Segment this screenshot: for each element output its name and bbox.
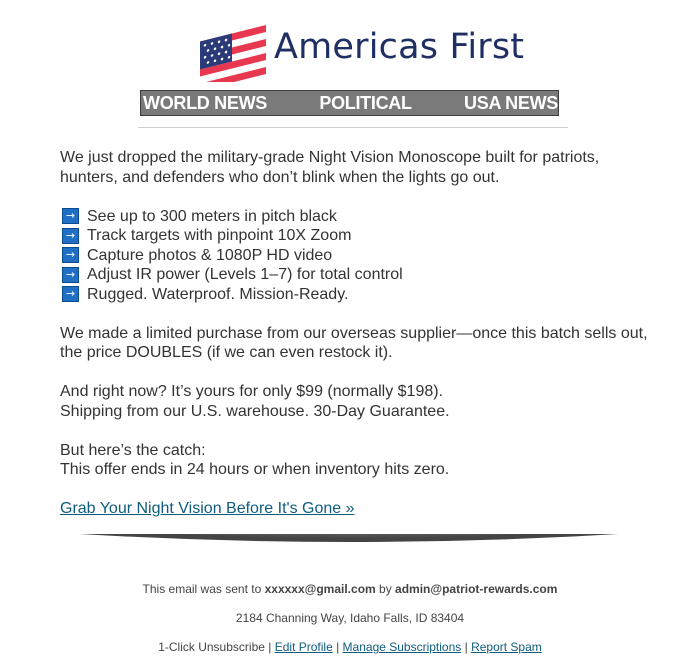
link-separator: |: [264, 640, 275, 654]
intro-paragraph: We just dropped the military-grade Night Vision Monoscope built for patriots, hunters, and defenders who don’t blink when the lights go out.: [60, 149, 600, 186]
email-body: [60, 148, 650, 519]
email-header: [0, 0, 700, 90]
feature-text: Rugged. Waterproof. Mission-Ready.: [87, 285, 349, 303]
recipient-email: xxxxxx@gmail.com: [264, 582, 376, 596]
shipping-line: Shipping from our U.S. warehouse. 30-Day Guarantee.: [60, 402, 450, 420]
feature-item: [60, 265, 650, 285]
feature-text: Track targets with pinpoint 10X Zoom: [87, 227, 352, 244]
sent-prefix: This email was sent to: [142, 582, 265, 596]
arrow-right-icon: →: [62, 208, 79, 224]
feature-item: [60, 246, 650, 266]
nav-world-news[interactable]: WORLD NEWS: [143, 92, 267, 113]
arrow-right-icon: →: [62, 228, 79, 244]
feature-item: [60, 207, 650, 227]
arrow-right-icon: →: [62, 247, 79, 263]
price-line: And right now? It’s yours for only $99 (normally $198).: [60, 383, 444, 400]
brand-logo[interactable]: [198, 16, 525, 82]
deadline-line: This offer ends in 24 hours or when inventory hits zero.: [60, 461, 450, 478]
feature-text: Capture photos & 1080P HD video: [87, 246, 333, 264]
link-separator: |: [461, 640, 472, 654]
cta-link[interactable]: Grab Your Night Vision Before It's Gone »: [60, 500, 355, 517]
manage-subscriptions-link[interactable]: Manage Subscriptions: [342, 640, 462, 654]
edit-profile-link[interactable]: Edit Profile: [274, 640, 333, 654]
link-separator: |: [332, 640, 343, 654]
nav-usa-news[interactable]: USA NEWS: [464, 92, 558, 113]
divider: [138, 127, 568, 128]
sender-email: admin@patriot-rewards.com: [395, 582, 558, 596]
report-spam-link[interactable]: Report Spam: [471, 640, 542, 654]
arrow-right-icon: →: [62, 286, 79, 302]
by-label: by: [375, 582, 396, 596]
nav-political[interactable]: POLITICAL: [319, 92, 412, 113]
footer-links: [0, 640, 700, 669]
email-footer: [0, 582, 700, 669]
postal-address: 2184 Channing Way, Idaho Falls, ID 83404: [235, 611, 465, 625]
feature-item: [60, 226, 650, 246]
section-shadow: [48, 530, 652, 558]
brand-name: Americas First: [274, 27, 525, 67]
catch-line: But here’s the catch:: [60, 441, 206, 459]
unsubscribe-label: 1-Click Unsubscribe: [158, 640, 265, 654]
feature-item: [60, 285, 650, 305]
sent-to-line: [0, 582, 700, 611]
scarcity-paragraph: We made a limited purchase from our overseas supplier—once this batch sells out, the price DOUBLES (if we can even restock it).: [60, 324, 648, 361]
feature-text: Adjust IR power (Levels 1–7) for total control: [87, 266, 403, 283]
top-nav: [140, 90, 559, 116]
american-flag-icon: [198, 16, 268, 82]
feature-text: See up to 300 meters in pitch black: [87, 207, 337, 225]
arrow-right-icon: →: [62, 267, 79, 283]
